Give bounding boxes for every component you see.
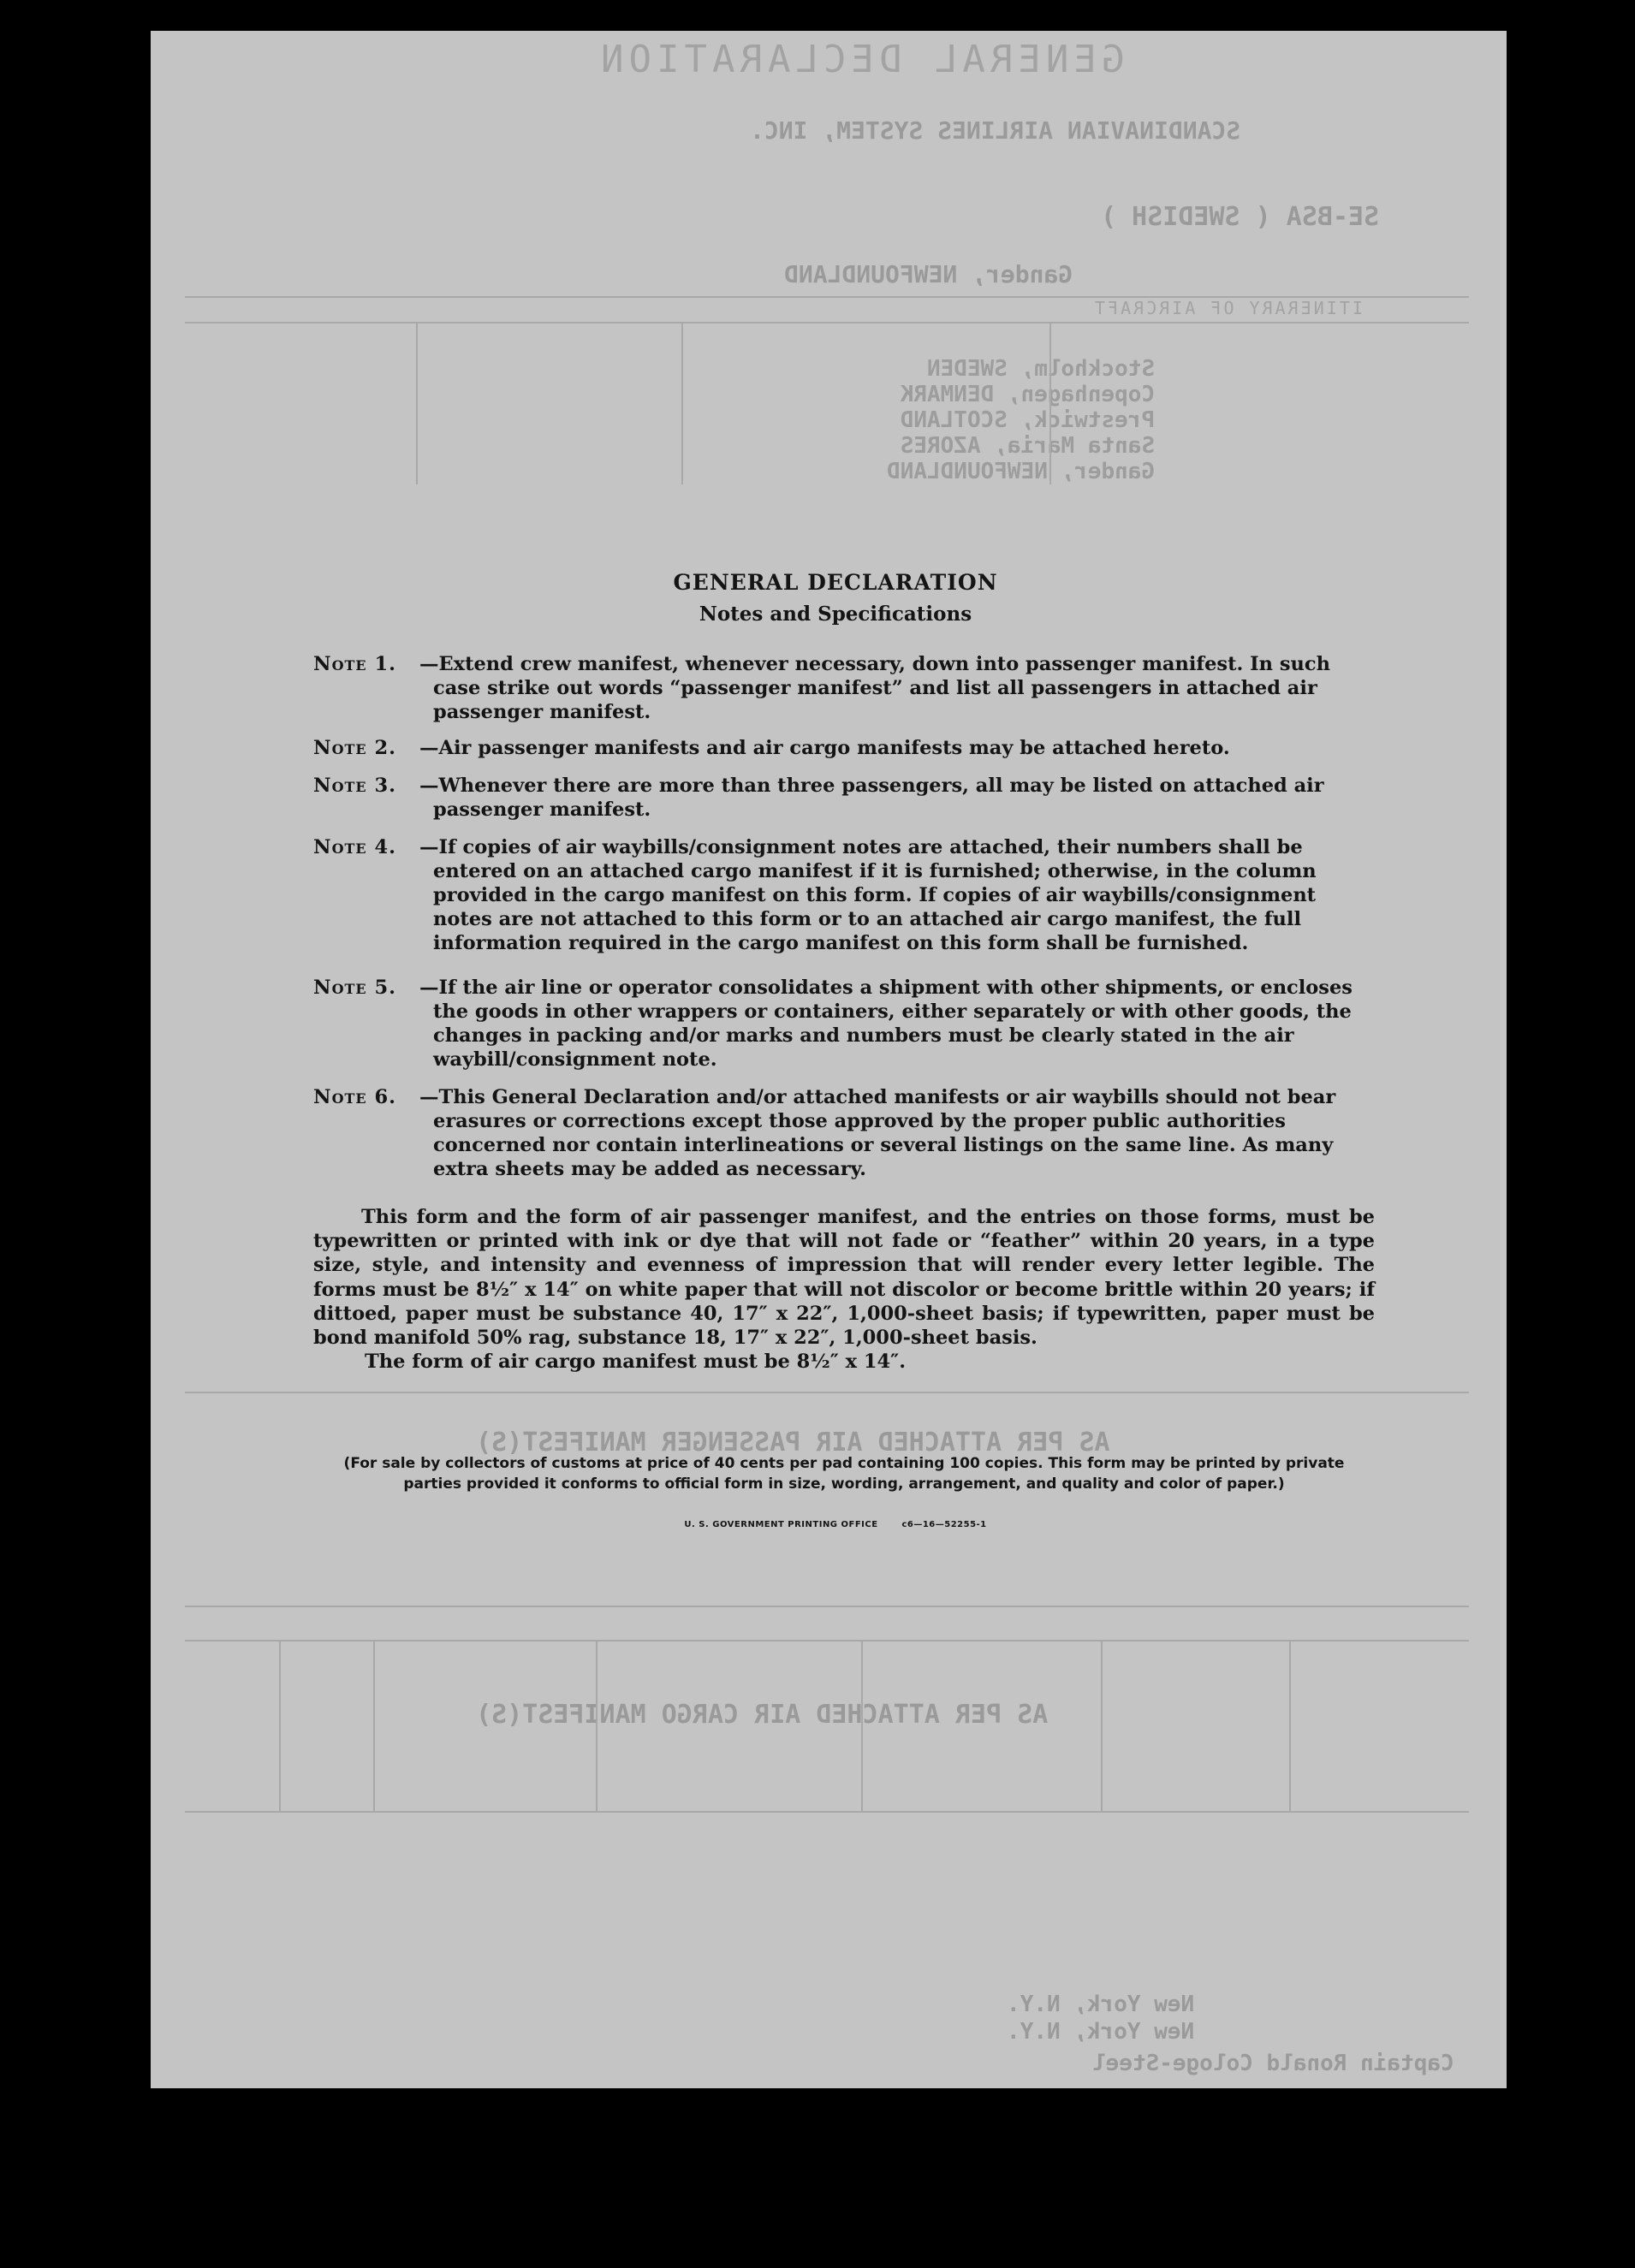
note-3 — [313, 774, 1375, 822]
show-through-destination-line: New York, N.Y. — [1007, 1992, 1195, 2017]
show-through-passenger-manifest: AS PER ATTACHED AIR PASSENGER MANIFEST(S) — [476, 1428, 1110, 1458]
show-through-route-stop: Stockholm, SWEDEN — [926, 356, 1156, 382]
printer-name: U. S. GOVERNMENT PRINTING OFFICE — [684, 1520, 878, 1529]
show-through-clearance: Gander, NEWFOUNDLAND — [784, 260, 1073, 288]
note-2 — [313, 736, 1375, 760]
note-text: —Air passenger manifests and air cargo manifests may be attached hereto. — [419, 737, 1230, 759]
note-label: Note 3. — [313, 775, 396, 797]
page-subtitle: Notes and Specifications — [699, 603, 972, 626]
document-page — [151, 31, 1507, 2088]
show-through-destination-line: New York, N.Y. — [1007, 2019, 1195, 2045]
note-4 — [313, 835, 1375, 955]
page-title: GENERAL DECLARATION — [673, 570, 998, 595]
sale-notice: (For sale by collectors of customs at price of 40 cents per pad containing 100 copies. This form may be printed by private parties provided it conforms to official form in size, wording, arrangement, and quality and color of paper.) — [343, 1455, 1345, 1493]
note-1 — [313, 652, 1375, 724]
note-text: —Extend crew manifest, whenever necessary, down into passenger manifest. In such case strike out words “passenger manifest” and list all passengers in attached air passenger manifest. — [419, 653, 1330, 723]
note-text: —If the air line or operator consolidates a shipment with other shipments, or encloses the goods in other wrappers or containers, either separately or with other goods, the changes in packing and/or marks and numbers must be clearly stated in the air waybill/consignment note. — [419, 977, 1353, 1071]
printer-imprint — [151, 1520, 1507, 1529]
note-label: Note 6. — [313, 1086, 396, 1108]
show-through-title: GENERAL DECLARATION — [596, 38, 1125, 81]
note-text: —Whenever there are more than three passengers, all may be listed on attached air passenger manifest. — [419, 775, 1324, 821]
note-label: Note 4. — [313, 836, 396, 858]
show-through-itinerary-heading: ITINERARY OF AIRCRAFT — [1092, 298, 1363, 318]
show-through-route-stop: Santa Maria, AZORES — [900, 433, 1156, 459]
printer-code: c6—16—52255-1 — [901, 1520, 987, 1529]
note-text: —If copies of air waybills/consignment notes are attached, their numbers shall be entered on an attached cargo manifest if it is furnished; otherwise, in the column provided in the cargo manifest on this form. If copies of air waybills/consignment notes are not attached to this form or to an attached air cargo manifest, the full information required in the cargo manifest on this form shall be furnished. — [419, 836, 1317, 954]
note-label: Note 5. — [313, 977, 396, 999]
show-through-route-stop: Copenhagen, DENMARK — [900, 382, 1156, 407]
show-through-vessel: SE-BSA ( SWEDISH ) — [1101, 202, 1380, 232]
note-6 — [313, 1085, 1375, 1181]
show-through-route-stop: Prestwick, SCOTLAND — [900, 407, 1156, 433]
note-text: —This General Declaration and/or attached manifests or air waybills should not bear erasures or corrections except those approved by the proper public authorities concerned nor contain interlineations or several listings on the same line. As many extra sheets may be added as necessary. — [419, 1086, 1336, 1180]
show-through-captain: Captain Ronald Cologe-Steel — [1092, 2051, 1454, 2076]
note-label: Note 1. — [313, 653, 396, 675]
show-through-airline: SCANDINAVIAN AIRLINES SYSTEM, INC. — [750, 116, 1241, 145]
cargo-manifest-size-line: The form of air cargo manifest must be 8½″ x 14″. — [365, 1351, 907, 1373]
declaration-notes — [151, 31, 1507, 2088]
show-through-cargo-manifest: AS PER ATTACHED AIR CARGO MANIFEST(S) — [476, 1700, 1049, 1730]
show-through-route-stop: Gander, NEWFOUNDLAND — [887, 459, 1156, 484]
note-5 — [313, 976, 1375, 1072]
paper-specification-paragraph: This form and the form of air passenger manifest, and the entries on those forms, must be typewritten or printed with ink or dye that will not fade or “feather” within 20 years, in a type size, style, and intensity and evenness of impression that will render every letter legible. The forms must be 8½″ x 14″ on white paper that will not discolor or become brittle within 20 years; if dittoed, paper must be substance 40, 17″ x 22″, 1,000-sheet basis; if typewritten, paper must be bond manifold 50% rag, substance 18, 17″ x 22″, 1,000-sheet basis. — [313, 1206, 1375, 1350]
note-label: Note 2. — [313, 737, 396, 759]
